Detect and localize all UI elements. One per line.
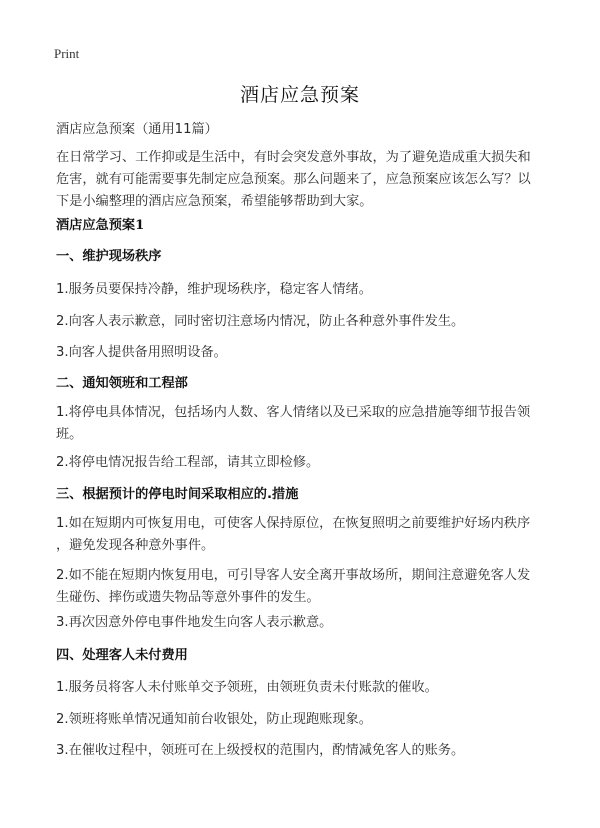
list-item-line: 2.如不能在短期内恢复用电，可引导客人安全离开事故场所，期间注意避免客人发 [56, 568, 531, 583]
intro-paragraph [56, 147, 556, 213]
list-item-line: 1.如在短期内可恢复用电，可使客人保持原位，在恢复照明之前要维护好场内秩序 [56, 516, 531, 531]
section-heading: 四、处理客人未付费用 [56, 648, 188, 663]
list-item: 3.在催收过程中，领班可在上级授权的范围内，酌情减免客人的账务。 [56, 743, 465, 758]
list-item [56, 565, 556, 609]
list-item-line: 生碰伤、摔伤或遗失物品等意外事件的发生。 [56, 590, 320, 605]
article-heading: 酒店应急预案1 [56, 218, 145, 233]
section-heading: 二、通知领班和工程部 [56, 376, 188, 391]
list-item-line: 1.将停电具体情况，包括场内人数、客人情绪以及已采取的应急措施等细节报告领 [56, 405, 531, 420]
list-item: 3.再次因意外停电事件地发生向客人表示歉意。 [56, 615, 333, 630]
intro-line: 下是小编整理的酒店应急预案，希望能够帮助到大家。 [56, 194, 373, 209]
document-title: 酒店应急预案 [239, 84, 360, 106]
list-item: 1.服务员要保持冷静，维护现场秩序，稳定客人情绪。 [56, 282, 372, 297]
list-item: 2.领班将账单情况通知前台收银处，防止现跑账现象。 [56, 712, 372, 727]
section-heading: 三、根据预计的停电时间采取相应的.措施 [56, 487, 299, 502]
intro-line: 危害，就有可能需要事先制定应急预案。那么问题来了，应急预案应该怎么写？以 [56, 172, 531, 187]
list-item: 2.将停电情况报告给工程部，请其立即检修。 [56, 455, 320, 470]
print-label: Print [54, 46, 80, 61]
list-item-line: 班。 [56, 427, 83, 442]
list-item: 1.服务员将客人未付账单交予领班，由领班负责未付账款的催收。 [56, 680, 438, 695]
list-item: 3.向客人提供备用照明设备。 [56, 345, 227, 360]
list-item: 2.向客人表示歉意，同时密切注意场内情况，防止各种意外事件发生。 [56, 314, 465, 329]
list-item [56, 513, 556, 557]
list-item [56, 402, 556, 446]
document-subtitle: 酒店应急预案（通用11篇） [56, 122, 218, 137]
intro-line: 在日常学习、工作抑或是生活中，有时会突发意外事故，为了避免造成重大损失和 [56, 150, 531, 165]
list-item-line: ，避免发现各种意外事件。 [56, 538, 215, 553]
section-heading: 一、维护现场秩序 [56, 249, 162, 264]
